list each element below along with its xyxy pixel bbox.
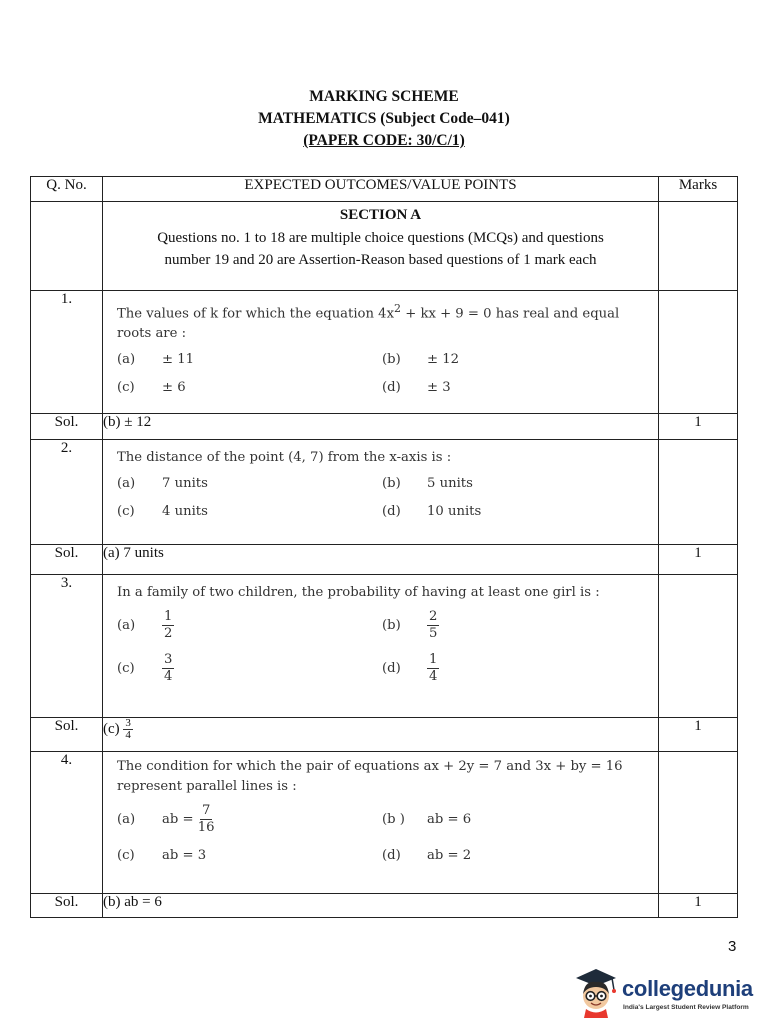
options-grid bbox=[117, 474, 646, 522]
question-row bbox=[31, 440, 738, 545]
solution-row bbox=[31, 545, 738, 575]
fraction: $\frac{1}{2}$ bbox=[164, 609, 173, 641]
question-row bbox=[31, 575, 738, 718]
option-c: (c) ab = 3 bbox=[117, 848, 207, 863]
section-row bbox=[31, 202, 738, 291]
marks-value: 1 bbox=[659, 718, 738, 752]
solution-text: (b) ab = 6 bbox=[103, 894, 659, 918]
option-d: (d) ab = 2 bbox=[382, 848, 472, 863]
option-a: (a) ± 11 bbox=[117, 352, 195, 368]
options-grid bbox=[117, 350, 646, 398]
doc-paper-code: (PAPER CODE: 30/C/1) bbox=[303, 132, 465, 149]
solution-text: (c) $\frac{3}{4}$ bbox=[103, 718, 659, 752]
option-d: (d) ± 3 bbox=[382, 380, 451, 396]
options-grid bbox=[117, 803, 646, 866]
doc-title: MARKING SCHEME bbox=[309, 88, 459, 105]
question-number: 4. bbox=[31, 752, 103, 894]
solution-row bbox=[31, 718, 738, 752]
fraction: $\frac{7}{16}$ bbox=[197, 803, 215, 835]
collegedunia-logo[interactable] bbox=[572, 966, 762, 1018]
doc-subject: MATHEMATICS (Subject Code–041) bbox=[258, 110, 510, 127]
student-mascot-icon bbox=[572, 966, 622, 1018]
question-text: The distance of the point (4, 7) from the x-axis is : (a) 7 units (b) 5 units (c) 4 units (d) 10 units bbox=[103, 440, 658, 522]
question-row bbox=[31, 752, 738, 894]
option-b: (b) $\frac{2}{5}$ bbox=[382, 609, 438, 641]
option-a: (a) 7 units bbox=[117, 476, 208, 491]
fraction: $\frac{1}{4}$ bbox=[429, 652, 438, 684]
marking-scheme-table bbox=[30, 176, 738, 918]
fraction: $\frac{2}{5}$ bbox=[429, 609, 438, 641]
solution-text: (a) 7 units bbox=[103, 545, 659, 575]
logo-wordmark: collegedunia bbox=[622, 976, 753, 1001]
solution-label: Sol. bbox=[31, 545, 103, 575]
marks-value: 1 bbox=[659, 414, 738, 440]
solution-label: Sol. bbox=[31, 718, 103, 752]
question-row bbox=[31, 291, 738, 414]
solution-text: (b) ± 12 bbox=[103, 414, 659, 440]
option-b: (b) ± 12 bbox=[382, 352, 460, 368]
fraction: $\frac{3}{4}$ bbox=[125, 717, 131, 741]
col-header-outcomes: EXPECTED OUTCOMES/VALUE POINTS bbox=[103, 177, 659, 202]
section-instructions: Questions no. 1 to 18 are multiple choice questions (MCQs) and questions number 19 and 20 are Assertion-Reason based questions of 1 mark each bbox=[157, 230, 604, 268]
option-b: (b ) ab = 6 bbox=[382, 811, 472, 827]
question-text: The condition for which the pair of equations ax + 2y = 7 and 3x + by = 16 represent parallel lines is : (a) ab = $\frac{7}{16}$ (b ) ab = 6 (c) ab = 3 (d) ab = 2 bbox=[103, 752, 658, 866]
logo-tagline: India's Largest Student Review Platform bbox=[623, 1004, 749, 1011]
page-number: 3 bbox=[728, 938, 737, 955]
col-header-qno: Q. No. bbox=[31, 177, 103, 202]
option-c: (c) $\frac{3}{4}$ bbox=[117, 652, 173, 684]
fraction: $\frac{3}{4}$ bbox=[164, 652, 173, 684]
option-a: (a) $\frac{1}{2}$ bbox=[117, 609, 173, 641]
question-number: 3. bbox=[31, 575, 103, 718]
option-b: (b) 5 units bbox=[382, 476, 473, 491]
document-header bbox=[0, 86, 768, 152]
option-a: (a) ab = $\frac{7}{16}$ bbox=[117, 803, 215, 835]
table-header-row bbox=[31, 177, 738, 202]
option-d: (d) $\frac{1}{4}$ bbox=[382, 652, 438, 684]
question-text: In a family of two children, the probability of having at least one girl is : (a) $\frac{1}{2}$ (b) $\frac{2}{5}$ (c) $\frac{3}{4}$ (d) $\frac{1}{4}$ bbox=[103, 575, 658, 685]
section-title: SECTION A bbox=[339, 207, 422, 223]
solution-row bbox=[31, 414, 738, 440]
option-c: (c) ± 6 bbox=[117, 380, 186, 396]
marks-value: 1 bbox=[659, 894, 738, 918]
solution-label: Sol. bbox=[31, 894, 103, 918]
question-number: 1. bbox=[31, 291, 103, 414]
options-grid bbox=[117, 609, 646, 685]
col-header-marks: Marks bbox=[659, 177, 738, 202]
option-c: (c) 4 units bbox=[117, 504, 208, 519]
option-d: (d) 10 units bbox=[382, 504, 482, 519]
solution-row bbox=[31, 894, 738, 918]
question-text: The values of k for which the equation $4x^2$ + kx + 9 = 0 has real and equal roots are : (a) ± 11 (b) ± 12 (c) ± 6 (d) ± 3 bbox=[103, 291, 658, 398]
solution-label: Sol. bbox=[31, 414, 103, 440]
marks-value: 1 bbox=[659, 545, 738, 575]
question-number: 2. bbox=[31, 440, 103, 545]
